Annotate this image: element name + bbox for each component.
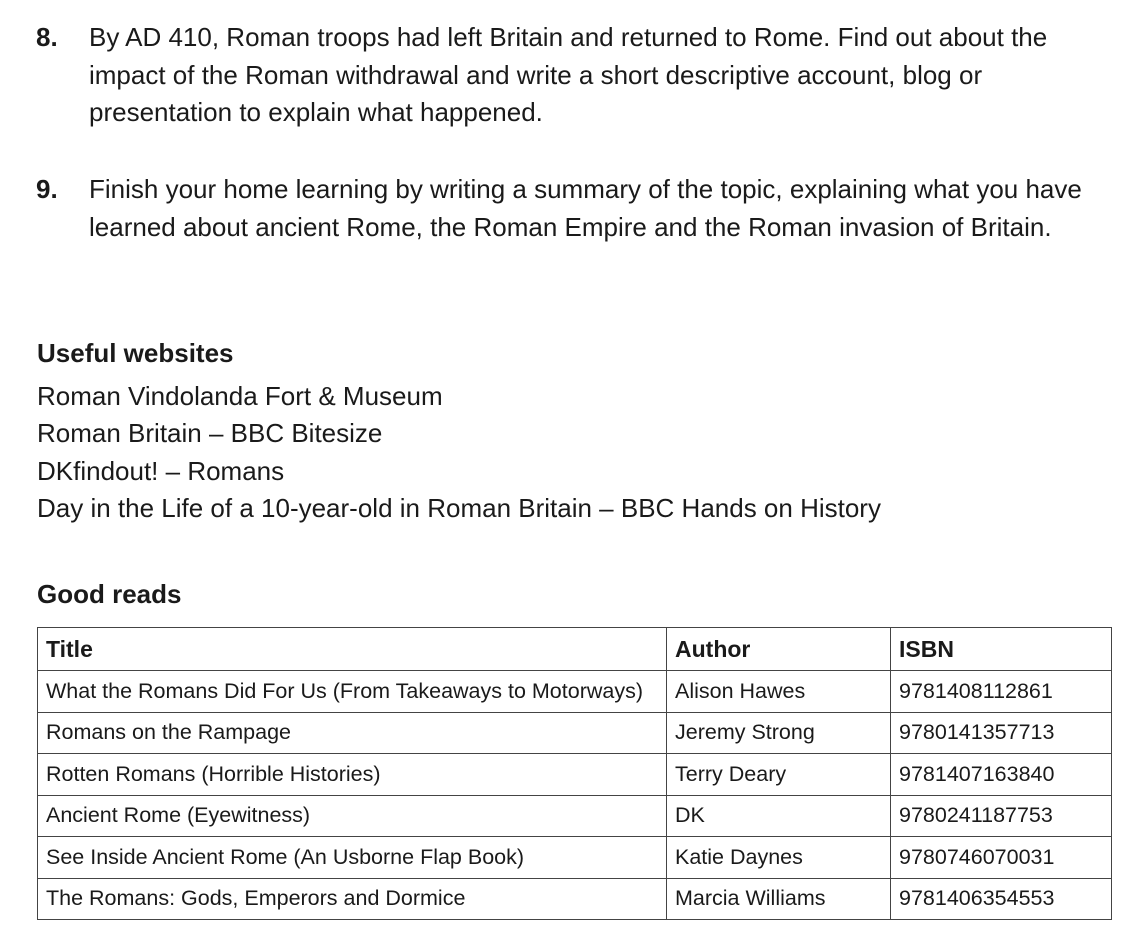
- book-author: DK: [667, 795, 891, 837]
- task-9: [36, 171, 1106, 246]
- table-row: [38, 712, 1112, 754]
- book-isbn: 9780746070031: [891, 837, 1112, 879]
- task-text: By AD 410, Roman troops had left Britain and returned to Rome. Find out about the impact of the Roman withdrawal and write a short descriptive account, blog or presentation to explain what happened.: [89, 22, 1048, 127]
- website-link-bbc-hands-on-history[interactable]: Day in the Life of a 10-year-old in Roman Britain – BBC Hands on History: [37, 492, 881, 523]
- book-author: Marcia Williams: [667, 878, 891, 920]
- book-isbn: 9781408112861: [891, 671, 1112, 713]
- website-link-dkfindout[interactable]: DKfindout! – Romans: [37, 455, 285, 486]
- table-header-row: [38, 628, 1112, 671]
- useful-websites-heading: Useful websites: [37, 338, 234, 368]
- useful-websites-list: [37, 378, 881, 527]
- column-header-title: Title: [38, 628, 667, 671]
- book-isbn: 9781406354553: [891, 878, 1112, 920]
- book-title: Romans on the Rampage: [38, 712, 667, 754]
- column-header-isbn: ISBN: [891, 628, 1112, 671]
- column-header-author: Author: [667, 628, 891, 671]
- book-title: Ancient Rome (Eyewitness): [38, 795, 667, 837]
- book-title: Rotten Romans (Horrible Histories): [38, 754, 667, 796]
- table-row: [38, 878, 1112, 920]
- table-row: [38, 837, 1112, 879]
- table-row: [38, 671, 1112, 713]
- book-isbn: 9780141357713: [891, 712, 1112, 754]
- table-row: [38, 754, 1112, 796]
- book-title: What the Romans Did For Us (From Takeaways to Motorways): [38, 671, 667, 713]
- book-author: Katie Daynes: [667, 837, 891, 879]
- good-reads-heading: Good reads: [37, 579, 182, 609]
- book-isbn: 9781407163840: [891, 754, 1112, 796]
- book-author: Alison Hawes: [667, 671, 891, 713]
- table-row: [38, 795, 1112, 837]
- book-author: Jeremy Strong: [667, 712, 891, 754]
- book-title: The Romans: Gods, Emperors and Dormice: [38, 878, 667, 920]
- website-link-vindolanda[interactable]: Roman Vindolanda Fort & Museum: [37, 381, 443, 411]
- book-author: Terry Deary: [667, 754, 891, 796]
- task-number: 9.: [36, 174, 58, 204]
- website-link-bbc-bitesize[interactable]: Roman Britain – BBC Bitesize: [37, 418, 383, 449]
- task-text: Finish your home learning by writing a summary of the topic, explaining what you have learned about ancient Rome, the Roman Empire and the Roman invasion of Britain.: [89, 174, 1082, 242]
- task-number: 8.: [36, 22, 58, 52]
- good-reads-table: [37, 627, 1112, 920]
- book-isbn: 9780241187753: [891, 795, 1112, 837]
- book-title: See Inside Ancient Rome (An Usborne Flap Book): [38, 837, 667, 879]
- task-8: [36, 19, 1106, 132]
